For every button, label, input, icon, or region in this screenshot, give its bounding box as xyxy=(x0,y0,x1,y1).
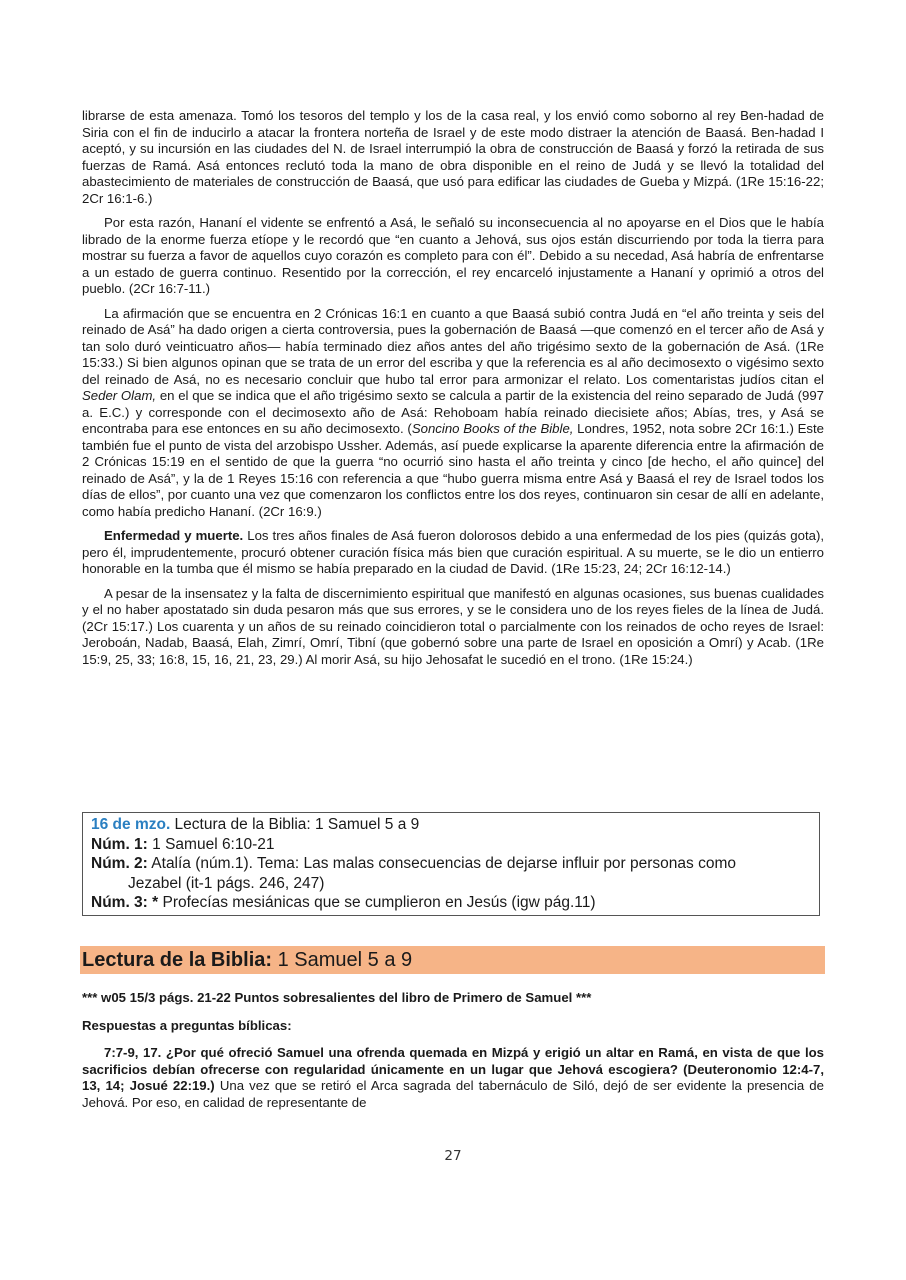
paragraph-1: librarse de esta amenaza. Tomó los tesoros del templo y los de la casa real, y los envió como soborno al rey Ben-hadad de Siria con el fin de inducirlo a atacar la frontera norteña de Israel y de este modo distraer la atención de Baasá. Ben-hadad I aceptó, y su incursión en las ciudades del N. de Israel interrumpió la obra de construcción de Baasá y forzó la retirada de sus fuerzas de Ramá. Asá entonces reclutó toda la mano de obra disponible en el reino de Judá y se llevó la totalidad del abastecimiento de materiales de construcción de Baasá, que usó para edificar las ciudades de Gueba y Mizpá. (1Re 15:16-22; 2Cr 16:1-6.) xyxy=(82,108,824,206)
item-1-text: 1 Samuel 6:10-21 xyxy=(147,835,275,853)
item-3-text: Profecías mesiánicas que se cumplieron en Jesús (igw pág.11) xyxy=(158,894,596,911)
paragraph-5: A pesar de la insensatez y la falta de discernimiento espiritual que manifestó en algunas ocasiones, sus buenas cualidades y el no haber apostatado sin duda pesaron más que sus errores, y se le considera uno de los reyes fieles de la línea de Judá. (2Cr 15:17.) Los cuarenta y un años de su reinado coincidieron total o parcialmente con los reinados de ocho reyes de Israel: Jeroboán, Nadab, Baasá, Elah, Zimrí, Omrí, Tibní (que gobernó sobre una parte de Israel en oposición a Omrí) y Acab. (1Re 15:9, 25, 33; 16:8, 15, 16, 21, 23, 29.) Al morir Asá, su hijo Jehosafat le sucedió en el trono. (1Re 15:24.) xyxy=(82,585,824,667)
article-body xyxy=(82,108,824,676)
page-number: 27 xyxy=(444,1148,462,1164)
question-text: 7:7-9, 17. ¿Por qué ofreció Samuel una ofrenda quemada en Mizpá y erigió un altar en Ramá, en vista de que los sacrificios debían ofrecerse con regularidad únicamente en un lugar que Jehová escogiera? (Deuteronomio 12:4-7, 13, 14; Josué 22:19.) xyxy=(82,1045,824,1093)
soncino-title: Soncino Books of the Bible, xyxy=(411,421,574,436)
section-heading xyxy=(80,946,825,974)
schedule-item-2 xyxy=(91,854,819,874)
paragraph-3 xyxy=(82,306,824,521)
paragraph-4 xyxy=(82,528,824,578)
subheading: Respuestas a preguntas bíblicas: xyxy=(82,1017,292,1033)
schedule-item-2-cont: Jezabel (it-1 págs. 246, 247) xyxy=(128,874,325,892)
section-body xyxy=(82,990,824,1119)
schedule-date-line xyxy=(91,815,819,835)
paragraph-3-text-c: en el que se indica que el año trigésimo sexto se calcula a partir de la existencia del reino separado de Judá (997 a. E.C.) y corresponde con el decimosexto año de Asá: Rehoboam había reinado diecisiete años; Abías, tres, y Asá se encontraba para ese entonces en su año decimosexto. ( xyxy=(82,388,824,436)
schedule-date: 16 de mzo. xyxy=(91,816,171,833)
paragraph-4-heading: Enfermedad y muerte. xyxy=(104,528,244,543)
item-1-label: Núm. 1: xyxy=(91,835,148,853)
paragraph-2: Por esta razón, Hananí el vidente se enfrentó a Asá, le señaló su inconsecuencia al no apoyarse en el Dios que le había librado de la enorme fuerza etíope y le recordó que “en cuanto a Jehová, sus ojos están discurriendo por toda la tierra para mostrar su fuerza a favor de aquellos cuyo corazón es completo para con él”. Debido a su necedad, Asá habría de enfrentarse a un estado de guerra continuo. Resentido por la corrección, el rey encarceló injustamente a Hananí y oprimió a otros del pueblo. (2Cr 16:7-11.) xyxy=(82,215,824,296)
answer-text: Una vez que se retiró el Arca sagrada del tabernáculo de Siló, dejó de ser evidente la presencia de Jehová. Por eso, en calidad de representante de xyxy=(82,1078,824,1110)
schedule-reading: Lectura de la Biblia: 1 Samuel 5 a 9 xyxy=(170,816,420,833)
section-heading-rest: 1 Samuel 5 a 9 xyxy=(272,949,413,971)
item-2-text: Atalía (núm.1). Tema: Las malas consecuencias de dejarse influir por personas como xyxy=(147,855,736,872)
item-2-label: Núm. 2: xyxy=(91,855,148,872)
schedule-box xyxy=(82,812,820,916)
paragraph-3-text-a: La afirmación que se encuentra en 2 Crónicas 16:1 en cuanto a que Baasá subió contra Judá en “el año treinta y seis del reinado de Asá” ha dado origen a cierta controversia, pues la gobernación de Baasá —que comenzó en el tercer año de Asá y tan solo duró veinticuatro años— había terminado diez años antes del año trigésimo sexto de la gobernación de Asá. (1Re 15:33.) Si bien algunos opinan que se trata de un error del escriba y que la referencia es al año decimosexto o vigésimo sexto del reinado de Asá, no es necesario concluir que hubo tal error para armonizar el relato. Los comentaristas judíos citan el xyxy=(82,305,824,387)
schedule-item-1 xyxy=(91,835,819,855)
item-3-label: Núm. 3: * xyxy=(91,894,159,911)
source-reference: *** w05 15/3 págs. 21-22 Puntos sobresalientes del libro de Primero de Samuel *** xyxy=(82,990,592,1005)
section-heading-bold: Lectura de la Biblia: xyxy=(82,949,273,971)
seder-olam-title: Seder Olam, xyxy=(82,388,157,403)
schedule-item-3 xyxy=(91,893,819,913)
question-paragraph xyxy=(82,1045,824,1111)
paragraph-4-text: Los tres años finales de Asá fueron dolorosos debido a una enfermedad de los pies (quizás gota), pero él, imprudentemente, procuró obtener curación física más bien que curación espiritual. A su muerte, se le dio un entierro honorable en la tumba que él mismo se había preparado en la ciudad de David. (1Re 15:23, 24; 2Cr 16:12-14.) xyxy=(82,528,825,576)
paragraph-3-text-e: Londres, 1952, nota sobre 2Cr 16:1.) Este también fue el punto de vista del arzobispo Ussher. Además, así puede explicarse la aparente diferencia entre la afirmación de 2 Crónicas 15:19 en el sentido de que la guerra “no ocurrió sino hasta el año treinta y cinco [de hecho, el año quince] del reinado de Asá”, y la de 1 Reyes 15:16 con referencia a que “hubo guerra misma entre Asá y Baasá el rey de Israel todos los días de ellos”, por cuanto una vez que comenzaron los conflictos entre los dos reyes, continuaron sin cesar de allí en adelante, como había predicho Hananí. (2Cr 16:9.) xyxy=(82,421,824,519)
